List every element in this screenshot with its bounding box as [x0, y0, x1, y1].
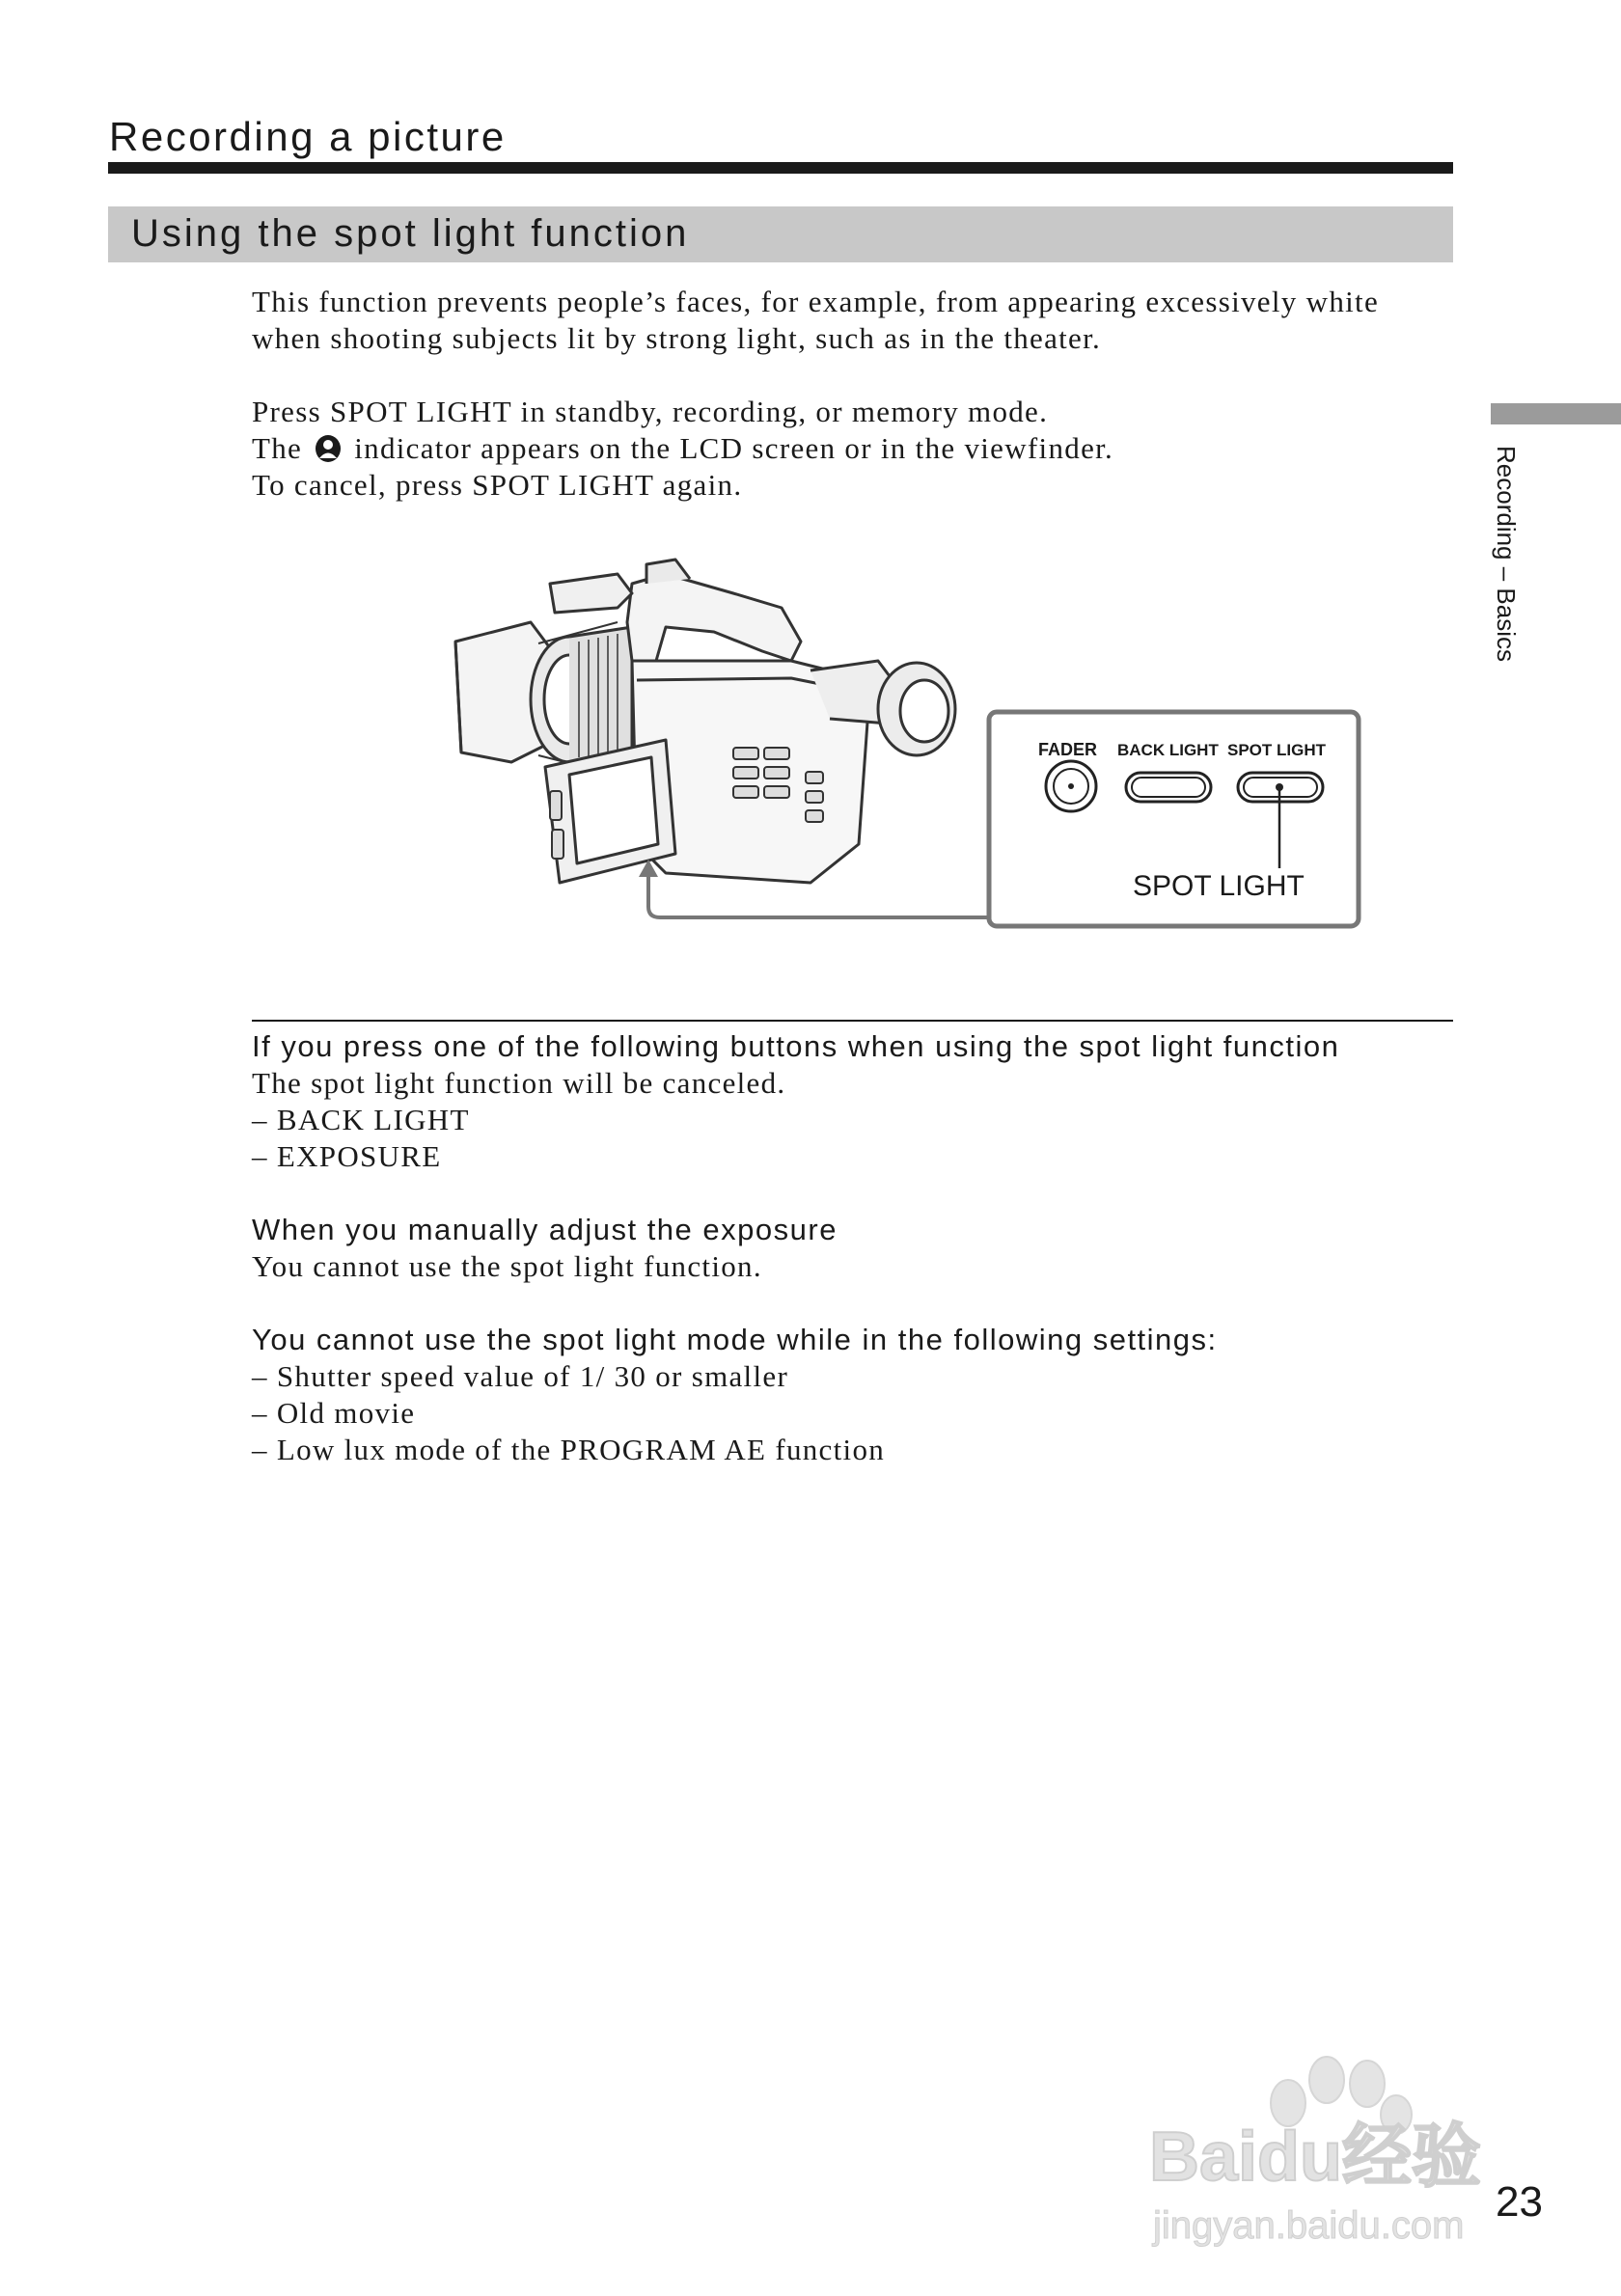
instruction-suffix: indicator appears on the LCD screen or in the viewfinder.: [354, 431, 1114, 465]
note-heading: You cannot use the spot light mode while in the following settings:: [252, 1323, 1218, 1356]
list-item: – Shutter speed value of 1/ 30 or smaller: [252, 1359, 789, 1393]
instruction-line: Press SPOT LIGHT in standby, recording, or memory mode.: [252, 395, 1049, 428]
side-tab-marker: [1491, 403, 1621, 424]
fader-label: FADER: [1038, 740, 1098, 759]
page-number: 23: [1496, 2178, 1543, 2226]
title-rule: [108, 162, 1453, 174]
subsection-title: Using the spot light function: [131, 212, 690, 255]
intro-paragraph: [252, 284, 1458, 357]
note-text: You cannot use the spot light function.: [252, 1249, 762, 1283]
list-item: – Old movie: [252, 1396, 416, 1430]
side-tab-label: Recording – Basics: [1492, 446, 1521, 662]
watermark-logo: Baidu经验: [1149, 2118, 1482, 2196]
instructions-paragraph: [252, 394, 1458, 504]
list-item: – Low lux mode of the PROGRAM AE function: [252, 1433, 886, 1466]
intro-line: when shooting subjects lit by strong light, such as in the theater.: [252, 321, 1102, 355]
notes-divider: [252, 1020, 1453, 1022]
instruction-line: To cancel, press SPOT LIGHT again.: [252, 468, 743, 502]
page-section-title: Recording a picture: [109, 114, 507, 159]
list-item: – BACK LIGHT: [252, 1103, 470, 1136]
subsection-heading-bar: [108, 206, 1453, 262]
instruction-line: [252, 430, 1458, 467]
note-unavailable-settings: [252, 1322, 1458, 1468]
instruction-prefix: The: [252, 431, 303, 465]
watermark-url: jingyan.baidu.com: [1153, 2204, 1465, 2247]
spot-light-indicator-icon: [315, 434, 342, 463]
note-heading: If you press one of the following buttons when using the spot light function: [252, 1029, 1340, 1063]
note-text: The spot light function will be canceled.: [252, 1066, 786, 1100]
back-light-label: BACK LIGHT: [1117, 741, 1219, 759]
note-buttons-cancel: [252, 1028, 1458, 1175]
spot-light-callout-label: SPOT LIGHT: [1133, 870, 1305, 902]
note-manual-exposure: [252, 1212, 1458, 1285]
camcorder-illustration: [425, 555, 1370, 941]
list-item: – EXPOSURE: [252, 1139, 442, 1173]
note-heading: When you manually adjust the exposure: [252, 1213, 838, 1246]
intro-line: This function prevents people’s faces, for example, from appearing excessively white: [252, 285, 1379, 318]
spot-light-label: SPOT LIGHT: [1227, 741, 1326, 759]
